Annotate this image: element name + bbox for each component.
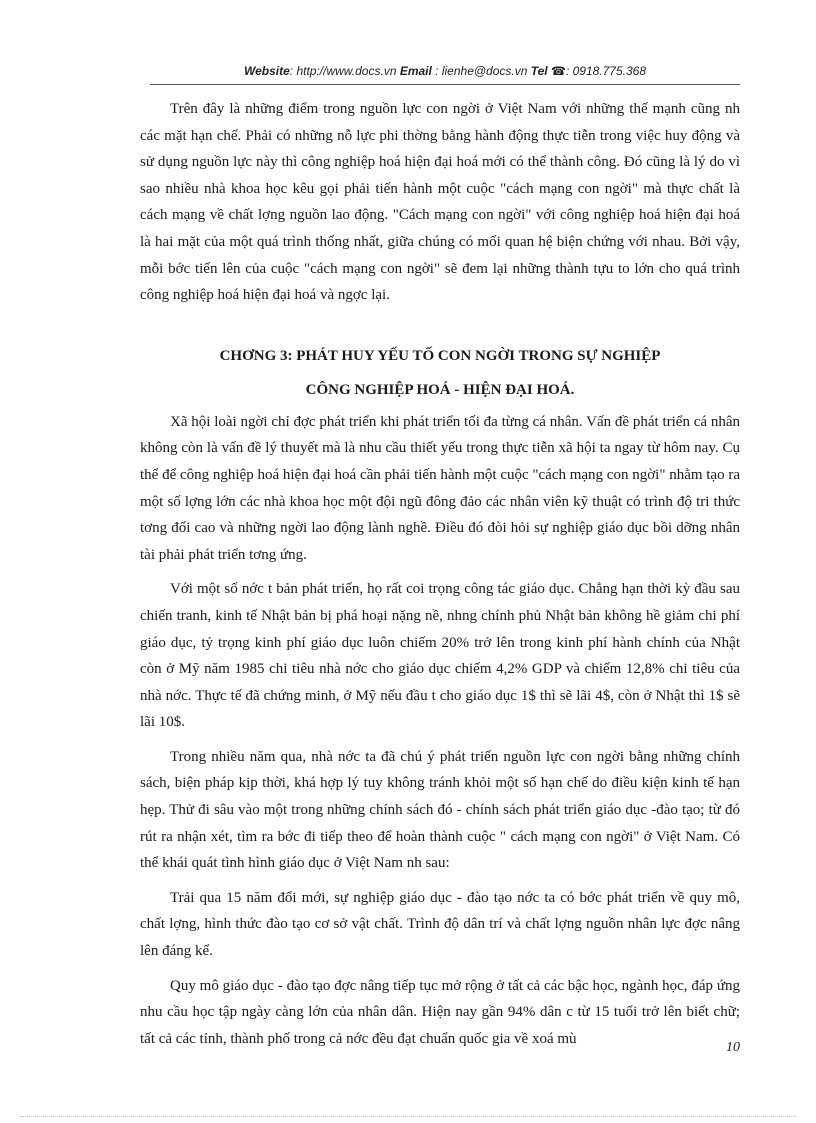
- paragraph-5: Trải qua 15 năm đổi mới, sự nghiệp giáo dục - đào tạo nớc ta có bớc phát triển về quy mô, chất lợng, hình thức đào tạo cơ sở vật chất. Trình độ dân trí và chất lợng nguồn nhân lực đợc nâng lên đáng kể.: [140, 889, 740, 960]
- paragraph-3: Với một số nớc t bản phát triển, họ rất coi trọng công tác giáo dục. Chẳng hạn thời kỳ đầu sau chiến tranh, kinh tế Nhật bản bị phá hoại nặng nề, nhng chính phủ Nhật bản không hề giảm chi phí giáo dục, tỷ trọng kinh phí giáo dục luôn chiếm 20% trở lên trong kinh phí hành chính của Nhật còn ở Mỹ năm 1985 chi tiêu nhà nớc cho giáo dục chiếm 4,2% GDP và chiếm 12,8% chi tiêu của nhà nớc. Thực tế đã chứng minh, ở Mỹ nếu đầu t cho giáo dục 1$ thì sẽ lãi 4$, còn ở Nhật thì 1$ sẽ lãi 10$.: [140, 581, 740, 731]
- paragraph-2: Xã hội loài ngời chỉ đợc phát triển khi phát triển tối đa từng cá nhân. Vấn đề phát triển cá nhân không còn là vấn đề lý thuyết mà là nhu cầu thiết yếu trong thực tiễn xã hội ta ngay từ hôm nay. Cụ thể để công nghiệp hoá hiện đại hoá cần phải tiến hành một cuộc "cách mạng con ngời" nhằm tạo ra một số lợng lớn các nhà khoa học một đội ngũ đông đảo các nhân viên kỹ thuật có trình độ tri thức tơng đối cao và những ngời lao động lành nghề. Điều đó đòi hỏi sự nghiệp giáo dục bồi dỡng nhân tài phải phát triển tơng ứng.: [140, 413, 740, 563]
- tel-label: Tel: [530, 64, 548, 78]
- tel-value: ☎: 0918.775.368: [547, 64, 647, 78]
- website-value: : http://www.docs.vn: [289, 64, 400, 78]
- document-body: [140, 96, 740, 1060]
- email-label: Email: [399, 64, 432, 78]
- email-value: : lienhe@docs.vn: [431, 64, 531, 78]
- footer-divider: [20, 1116, 796, 1117]
- paragraph-intro: Trên đây là những điểm trong nguồn lực con ngời ở Việt Nam với những thế mạnh cũng nh các mặt hạn chế. Phải có những nỗ lực phi thờng bằng hành động thực tiễn trong việc huy động và sử dụng nguồn lực này thì công nghiệp hoá hiện đại hoá mới có thể thành công. Đó cũng là lý do vì sao nhiều nhà khoa học kêu gọi phải tiến hành một cuộc "cách mạng con ngời" mà thực chất là cách mạng về chất lợng nguồn lao động. "Cách mạng con ngời" với công nghiệp hoá hiện đại hoá là hai mặt của một quá trình thống nhất, giữa chúng có mối quan hệ biện chứng với nhau. Bởi vậy, mỗi bớc tiến lên của cuộc "cách mạng con ngời" sẽ đem lại những thành tựu to lớn cho quá trình công nghiệp hoá hiện đại hoá và ngợc lại.: [140, 101, 740, 304]
- paragraph-4: Trong nhiều năm qua, nhà nớc ta đã chú ý phát triển nguồn lực con ngời bằng những chính sách, biện pháp kịp thời, khá hợp lý tuy không tránh khỏi một số hạn chế do điều kiện kinh tế hạn hẹp. Thử đi sâu vào một trong những chính sách đó - chính sách phát triển giáo dục -đào tạo; từ đó rút ra nhận xét, tìm ra bớc đi tiếp theo để hoàn thành cuộc " cách mạng con ngời" ở Việt Nam. Có thể khái quát tình hình giáo dục ở Việt Nam nh sau:: [140, 748, 740, 872]
- website-label: Website: [243, 64, 290, 78]
- header-divider: [150, 84, 740, 85]
- paragraph-6: Quy mô giáo dục - đào tạo đợc nâng tiếp tục mở rộng ở tất cả các bậc học, ngành học, đáp ứng nhu cầu học tập ngày càng lớn của nhân dân. Hiện nay gần 94% dân c từ 15 tuổi trở lên biết chữ; tất cả các tỉnh, thành phố trong cả nớc đều đạt chuẩn quốc gia về xoá mù: [140, 977, 740, 1047]
- chapter-title-line-2: CÔNG NGHIỆP HOÁ - HIỆN ĐẠI HOÁ.: [305, 381, 575, 398]
- chapter-title-line-1: CHƠNG 3: PHÁT HUY YẾU TỐ CON NGỜI TRONG SỰ NGHIỆP: [219, 347, 661, 364]
- page-header: [150, 64, 740, 78]
- page-number: 10: [726, 1040, 740, 1055]
